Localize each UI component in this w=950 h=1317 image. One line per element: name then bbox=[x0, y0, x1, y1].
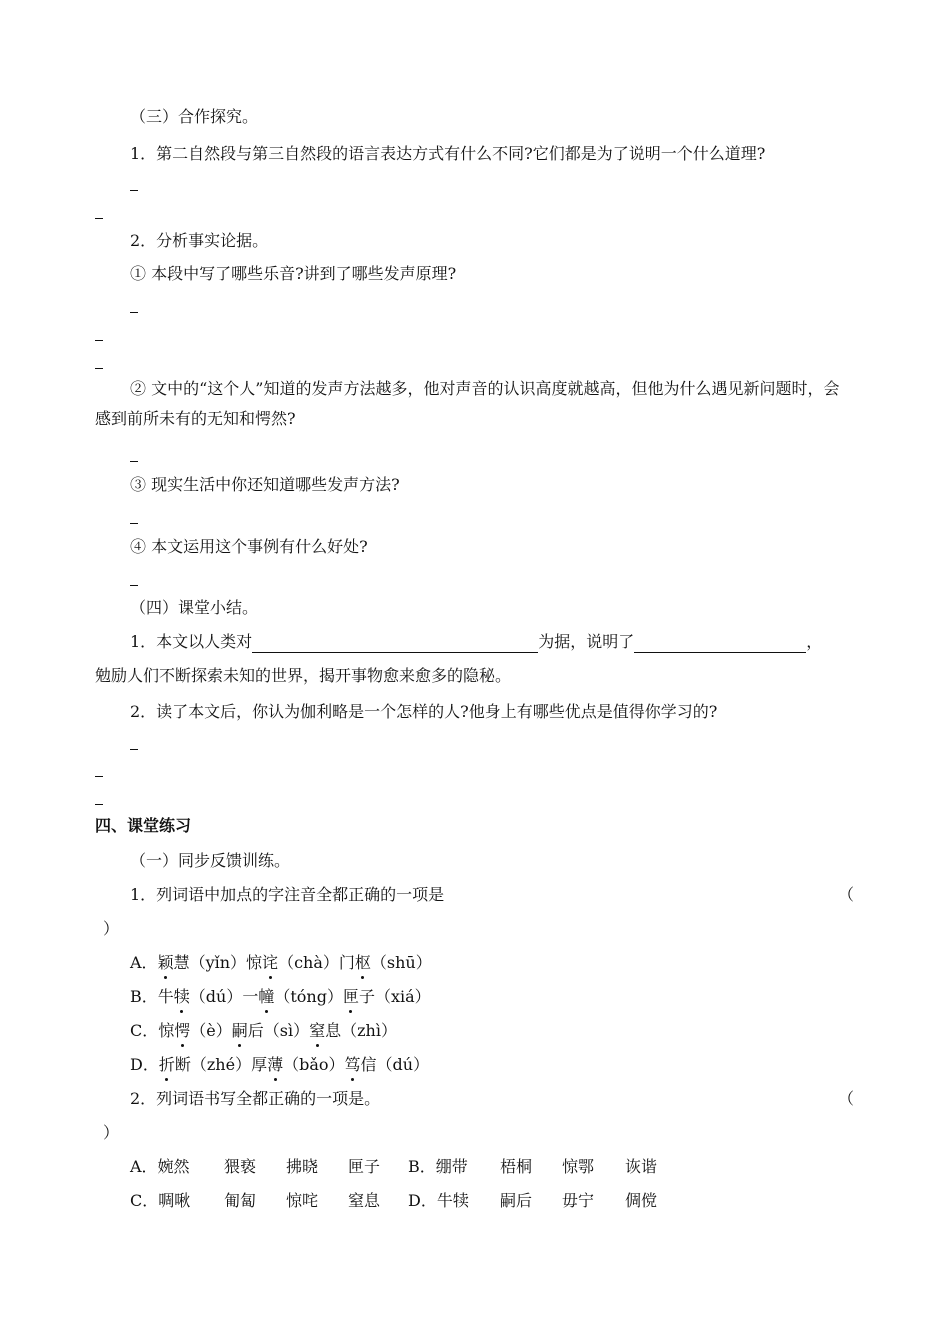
word-cell: C．啁啾 bbox=[130, 1191, 191, 1210]
paren-open: （ bbox=[838, 1089, 855, 1108]
word-cell: A．婉然 bbox=[130, 1157, 190, 1176]
question-2: 2．分析事实论据。 bbox=[130, 231, 269, 250]
fill-blank-2[interactable] bbox=[634, 634, 806, 653]
word-cell: 匣子 bbox=[348, 1157, 381, 1176]
summary-2: 2．读了本文后，你认为伽利略是一个怎样的人?他身上有哪些优点是值得你学习的? bbox=[130, 702, 718, 721]
section-3-title: （三）合作探究。 bbox=[130, 107, 259, 126]
option-a[interactable]: A．颖慧（yǐn）惊诧（chà）门枢（shū） bbox=[130, 953, 432, 972]
word-cell: 猥亵 bbox=[224, 1157, 257, 1176]
answer-line bbox=[95, 203, 103, 225]
word-cell: 倜傥 bbox=[625, 1191, 658, 1210]
summary-1-text-a: 1．本文以人类对 bbox=[130, 632, 253, 651]
question-2-3: ③ 现实生活中你还知道哪些发声方法? bbox=[130, 475, 400, 494]
paren-close: ） bbox=[103, 919, 120, 938]
word-cell: 惊鄂 bbox=[562, 1157, 595, 1176]
word-cell: B．绷带 bbox=[408, 1157, 468, 1176]
word-cell: 诙谐 bbox=[625, 1157, 658, 1176]
word-cell: 窒息 bbox=[348, 1191, 381, 1210]
option-d[interactable]: D．折断（zhé）厚薄（bǎo）笃信（dú） bbox=[130, 1055, 430, 1074]
answer-line bbox=[130, 175, 138, 197]
answer-line bbox=[95, 353, 103, 375]
question-2-4: ④ 本文运用这个事例有什么好处? bbox=[130, 537, 368, 556]
exercise-2: 2．列词语书写全都正确的一项是。 bbox=[130, 1089, 381, 1108]
section-4-title: （四）课堂小结。 bbox=[130, 598, 259, 617]
word-cell: 惊咤 bbox=[286, 1191, 319, 1210]
option-b[interactable]: B．牛犊（dú）一幢（tóng）匣子（xiá） bbox=[130, 987, 431, 1006]
summary-1 bbox=[130, 631, 822, 653]
question-2-2: ② 文中的“这个人”知道的发声方法越多，他对声音的认识高度就越高，但他为什么遇见新问题时，会感到前所未有的无知和愕然? bbox=[95, 379, 840, 428]
question-2-1: ① 本段中写了哪些乐音?讲到了哪些发声原理? bbox=[130, 264, 457, 283]
question-1: 1．第二自然段与第三自然段的语言表达方式有什么不同?它们都是为了说明一个什么道理? bbox=[130, 144, 766, 163]
summary-1-continued: 勉励人们不断探索未知的世界，揭开事物愈来愈多的隐秘。 bbox=[95, 666, 512, 685]
word-cell: 梧桐 bbox=[500, 1157, 533, 1176]
summary-1-text-c: ， bbox=[806, 632, 823, 651]
fill-blank-1[interactable] bbox=[252, 634, 538, 653]
answer-line bbox=[130, 446, 138, 468]
paren-open: （ bbox=[838, 885, 855, 904]
word-cell: 拂晓 bbox=[286, 1157, 319, 1176]
word-cell: 毋宁 bbox=[562, 1191, 595, 1210]
sync-training-title: （一）同步反馈训练。 bbox=[130, 851, 291, 870]
word-cell: 匍匐 bbox=[224, 1191, 257, 1210]
exercise-1: 1．列词语中加点的字注音全都正确的一项是 bbox=[130, 885, 445, 904]
answer-line bbox=[130, 734, 138, 756]
answer-line bbox=[130, 570, 138, 592]
answer-line bbox=[95, 761, 103, 783]
answer-line bbox=[130, 508, 138, 530]
option-c[interactable]: C．惊愕（è）嗣后（sì）窒息（zhì） bbox=[130, 1021, 397, 1040]
paren-close: ） bbox=[103, 1123, 120, 1142]
summary-1-text-b: 为据，说明了 bbox=[538, 632, 635, 651]
section-4-heading: 四、课堂练习 bbox=[95, 816, 192, 835]
answer-line bbox=[95, 789, 103, 811]
word-cell: 嗣后 bbox=[500, 1191, 533, 1210]
answer-line bbox=[130, 297, 138, 319]
word-cell: D．牛犊 bbox=[408, 1191, 469, 1210]
answer-line bbox=[95, 325, 103, 347]
